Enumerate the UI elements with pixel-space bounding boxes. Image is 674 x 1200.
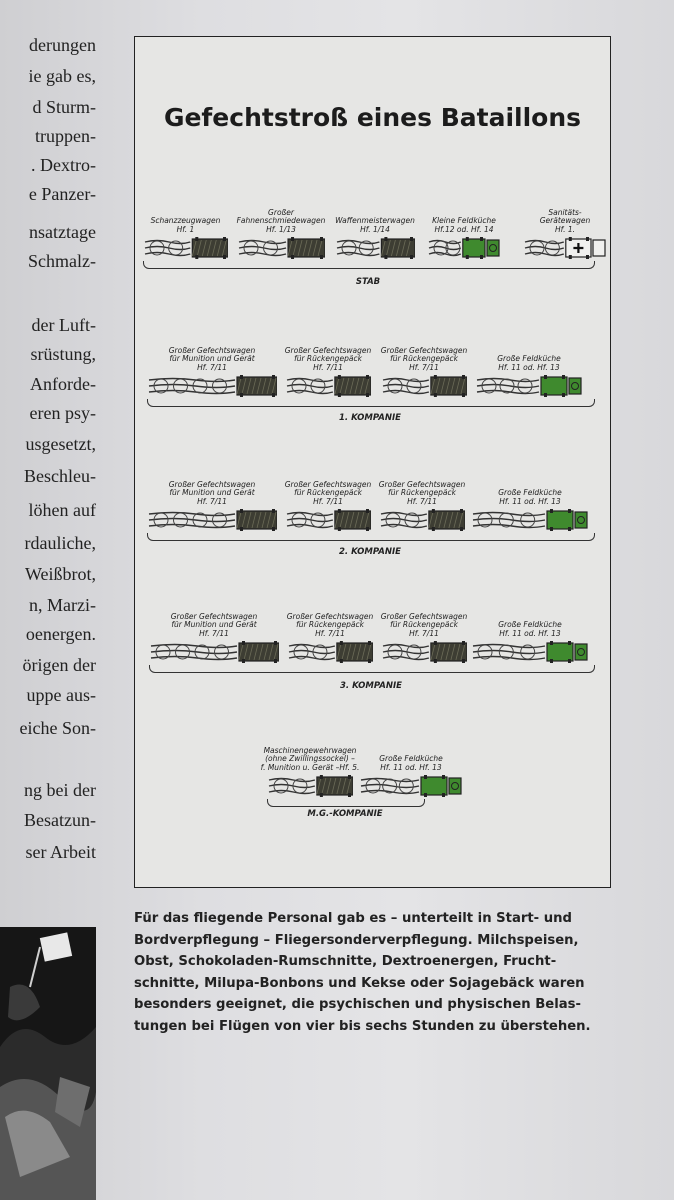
text-line: n, Marzi- xyxy=(29,595,96,615)
text-line: rdauliche, xyxy=(24,533,96,553)
text-line: nsatztage xyxy=(29,222,96,242)
text-line: Weißbrot, xyxy=(24,564,96,584)
text-line: Anforde- xyxy=(30,374,96,394)
text-line: eiche Son- xyxy=(19,718,96,738)
wagon-label: Sanitäts- Gerätewagen Hf. 1. xyxy=(539,207,591,234)
wagon-drawing xyxy=(381,375,467,397)
text-line: srüstung, xyxy=(30,344,96,364)
group-brace xyxy=(147,399,595,407)
text-line: oenergen. xyxy=(25,624,96,644)
figure-title: Gefechtstroß eines Bataillons xyxy=(163,103,582,132)
group-brace xyxy=(267,799,425,807)
field-kitchen-drawing xyxy=(427,237,501,259)
text-line: d Sturm- xyxy=(32,97,96,117)
caption-line: schnitte, Milupa-Bonbons und Kekse oder Sojagebäck waren xyxy=(134,975,585,991)
wagon-label: Große Feldküche Hf. 11 od. Hf. 13 xyxy=(497,354,561,372)
group-brace xyxy=(149,665,595,673)
wagon-drawing xyxy=(267,775,353,797)
unit-label: 1. KOMPANIE xyxy=(339,413,401,423)
wagon-drawing xyxy=(143,237,228,259)
medical-wagon-drawing xyxy=(523,237,607,259)
text-line: uppe aus- xyxy=(26,685,96,705)
wagon-drawing xyxy=(285,509,371,531)
text-line: eren psy- xyxy=(29,403,96,423)
text-line: örigen der xyxy=(22,655,96,675)
text-line: usgesetzt, xyxy=(25,434,96,454)
text-line: löhen auf xyxy=(28,500,96,520)
wagon-label: Großer Gefechtswagen für Rückengepäck Hf. 7/11 xyxy=(284,479,372,506)
wagon-label: Großer Fahnenschmiedewagen Hf. 1/13 xyxy=(236,207,326,234)
text-line: Besatzun- xyxy=(24,810,96,830)
text-line: Schmalz- xyxy=(28,251,96,271)
wagon-drawing xyxy=(287,641,373,663)
caption-line: Für das fliegende Personal gab es – unterteilt in Start- und xyxy=(134,911,572,926)
caption-line: besonders geeignet, die psychischen und physischen Belas- xyxy=(134,997,581,1012)
wagon-label: Große Feldküche Hf. 11 od. Hf. 13 xyxy=(498,488,562,506)
text-line: der Luft- xyxy=(31,315,96,335)
field-kitchen-drawing xyxy=(475,375,583,397)
caption-line: Bordverpflegung – Fliegersonderverpflegung. Milchspeisen, xyxy=(134,932,579,948)
text-line: ng bei der xyxy=(24,780,96,800)
wagon-drawing xyxy=(381,641,467,663)
wagon-label: Großer Gefechtswagen für Rückengepäck Hf. 7/11 xyxy=(380,345,468,372)
text-line: truppen- xyxy=(35,126,96,146)
group-brace xyxy=(143,261,595,269)
text-line: Beschleu- xyxy=(24,466,96,486)
text-line: derungen xyxy=(29,35,96,55)
figure-caption xyxy=(134,908,624,1037)
wagon-label: Große Feldküche Hf. 11 od. Hf. 13 xyxy=(498,620,562,638)
field-kitchen-drawing xyxy=(471,509,589,531)
battalion-train-figure xyxy=(134,36,611,888)
wagon-label: Waffenmeisterwagen Hf. 1/14 xyxy=(335,216,415,234)
wagon-drawing xyxy=(147,375,277,397)
wagon-label: Maschinengewehrwagen (ohne Zwillingssockel) – f. Munition u. Gerät –Hf. 5. xyxy=(260,745,360,772)
text-line: e Panzer- xyxy=(28,184,96,204)
group-brace xyxy=(147,533,595,541)
wagon-drawing xyxy=(237,237,325,259)
wagon-drawing xyxy=(379,509,465,531)
text-line: ie gab es, xyxy=(28,66,96,86)
wagon-drawing xyxy=(147,509,277,531)
text-line: ser Arbeit xyxy=(25,842,96,862)
unit-label: M.G.-KOMPANIE xyxy=(307,809,383,819)
wagon-drawing xyxy=(335,237,415,259)
caption-line: tungen bei Flügen von vier bis sechs Stunden zu überstehen. xyxy=(134,1018,591,1034)
wagon-label: Große Feldküche Hf. 11 od. Hf. 13 xyxy=(379,754,443,772)
unit-label: STAB xyxy=(355,277,381,287)
wagon-label: Großer Gefechtswagen für Munition und Gerät Hf. 7/11 xyxy=(168,479,256,506)
unit-label: 3. KOMPANIE xyxy=(340,681,402,691)
field-kitchen-drawing xyxy=(471,641,589,663)
wagon-label: Großer Gefechtswagen für Rückengepäck Hf. 7/11 xyxy=(380,611,468,638)
caption-line: Obst, Schokoladen-Rumschnitte, Dextroenergen, Frucht- xyxy=(134,954,557,969)
wagon-label: Großer Gefechtswagen für Rückengepäck Hf. 7/11 xyxy=(284,345,372,372)
wagon-label: Großer Gefechtswagen für Munition und Gerät Hf. 7/11 xyxy=(170,611,258,638)
wagon-label: Kleine Feldküche Hf.12 od. Hf. 14 xyxy=(432,216,496,234)
wagon-label: Großer Gefechtswagen für Munition und Gerät Hf. 7/11 xyxy=(168,345,256,372)
wagon-drawing xyxy=(285,375,371,397)
text-line: . Dextro- xyxy=(31,155,96,175)
wagon-label: Großer Gefechtswagen für Rückengepäck Hf. 7/11 xyxy=(286,611,374,638)
field-kitchen-drawing xyxy=(359,775,463,797)
unit-label: 2. KOMPANIE xyxy=(339,547,401,557)
wagon-label: Schanzzeugwagen Hf. 1 xyxy=(150,216,221,234)
bottom-left-photo xyxy=(0,927,96,1200)
wagon-label: Großer Gefechtswagen für Rückengepäck Hf. 7/11 xyxy=(378,479,466,506)
wagon-drawing xyxy=(149,641,279,663)
